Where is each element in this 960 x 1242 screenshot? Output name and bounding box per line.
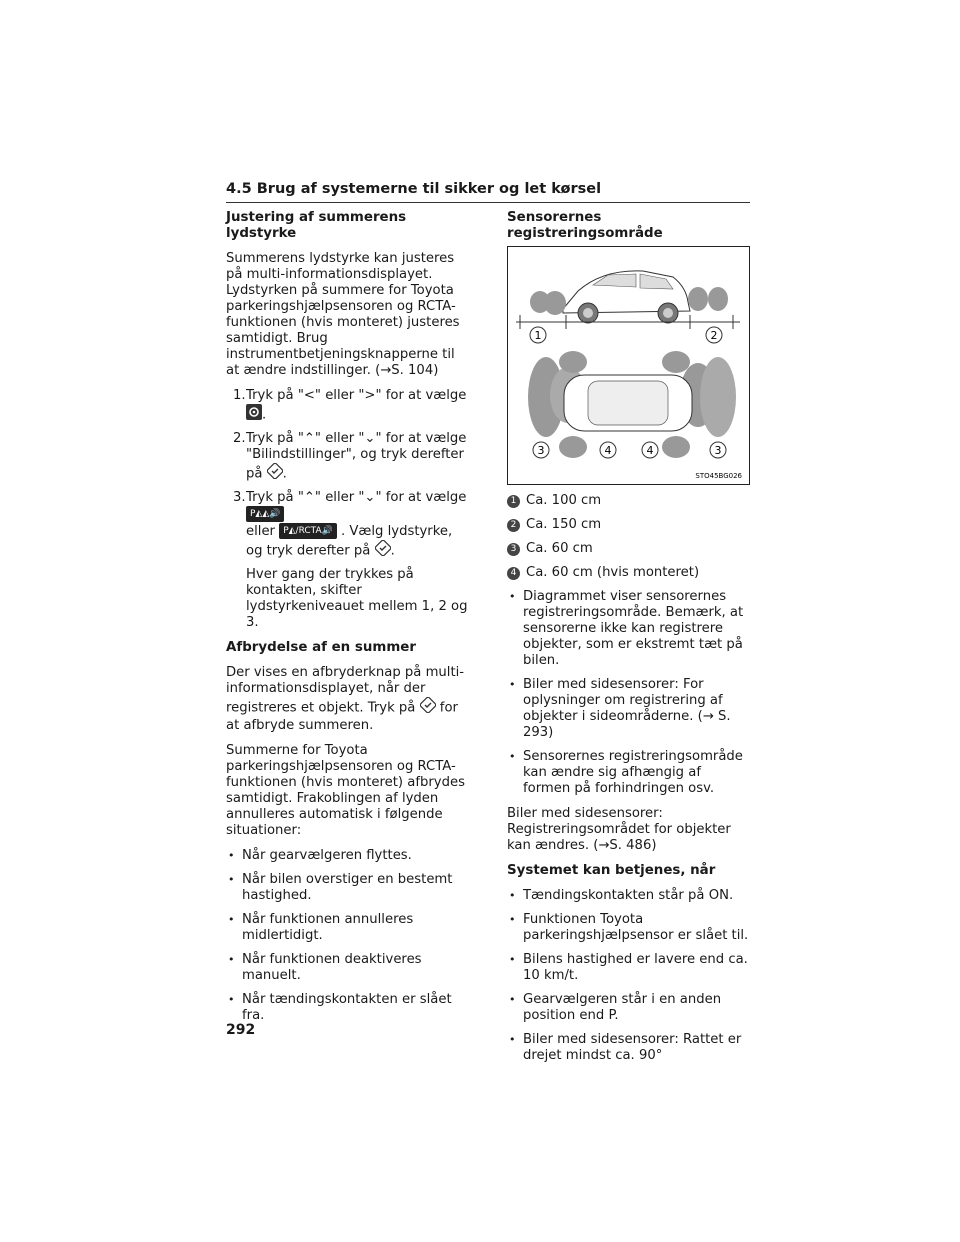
heading-detection-range: Sensorernes registreringsområde: [507, 210, 663, 241]
confirm-icon: [420, 697, 436, 718]
step-3-note: Hver gang der trykkes på kontakten, skifter lydstyrkeniveauet mellem 1, 2 og 3.: [246, 567, 468, 630]
legend-number: 4: [507, 567, 520, 580]
mute-text-a: Der vises en afbryderknap på multi-informationsdisplayet, når der registreres et objekt. Tryk på: [226, 665, 465, 716]
list-item: • Når funktionen deaktiveres manuelt.: [226, 952, 471, 984]
right-column: [507, 210, 750, 251]
step-3: [226, 490, 471, 561]
legend-number: 2: [507, 519, 520, 532]
sensor-range-diagram: [507, 246, 750, 485]
rcta-volume-icon: P◭/RCTA🔊: [279, 523, 337, 539]
heading-operating-conditions: Systemet kan betjenes, når: [507, 863, 716, 878]
list-item: • Biler med sidesensorer: For oplysninger om registrering af objekter i sideområderne. (→ S. 293): [507, 677, 750, 741]
diagram-label: 3: [537, 444, 545, 457]
step-number: 2.: [233, 431, 246, 446]
right-column-body: [507, 493, 750, 1073]
diagram-label: 3: [714, 444, 722, 457]
label-4-right: [642, 442, 658, 458]
section-header: [226, 178, 750, 203]
settings-gear-icon: [246, 404, 262, 425]
label-4-left: [600, 442, 616, 458]
legend-text: Ca. 100 cm: [526, 493, 602, 508]
legend-row-1: [507, 493, 750, 509]
step-text-or: eller: [246, 524, 275, 539]
mute-text-b: for at afbryde summeren.: [226, 700, 458, 733]
legend-text: Ca. 60 cm (hvis monteret): [526, 565, 700, 580]
list-item: • Når tændingskontakten er slået fra.: [226, 992, 471, 1024]
legend-row-4: [507, 565, 750, 581]
paragraph-mute: [226, 665, 471, 734]
step-text-end: .: [390, 543, 395, 559]
step-text-after: . Vælg lydstyrke, og tryk derefter på: [246, 524, 453, 559]
paragraph-volume-intro: Summerens lydstyrke kan justeres på multi-informationsdisplayet. Lydstyrken på summere for Toyota parkeringshjælpsensoren og RCTA-funktionen (hvis monteret) justeres samtidigt. Brug instrumentbetjeningsknapperne til at ændre indstillinger. (→S. 104): [226, 251, 460, 378]
paragraph-side-sensors: Biler med sidesensorer: Registreringsområdet for objekter kan ændres. (→S. 486): [507, 806, 731, 853]
diagram-label: 4: [604, 444, 612, 457]
diagram-label: 2: [710, 329, 718, 342]
paragraph-mute-cancel: Summerne for Toyota parkeringshjælpsensoren og RCTA-funktionen (hvis monteret) afbrydes samtidigt. Frakoblingen af lyden annulleres automatisk i følgende situationer:: [226, 743, 465, 838]
list-item: • Når gearvælgeren flyttes.: [226, 848, 471, 864]
car-top-view: [528, 351, 736, 458]
list-item: • Sensorernes registreringsområde kan ændre sig afhængig af formen på forhindringen osv.: [507, 749, 750, 797]
step-text: Tryk på "<" eller ">" for at vælge: [246, 388, 467, 403]
list-item: • Biler med sidesensorer: Rattet er drejet mindst ca. 90°: [507, 1032, 750, 1064]
page-number: 292: [226, 1022, 256, 1038]
heading-mute: Afbrydelse af en summer: [226, 640, 416, 655]
legend-text: Ca. 150 cm: [526, 517, 602, 532]
step-number: 3.: [233, 490, 246, 505]
legend-number: 3: [507, 543, 520, 556]
diagram-label: 4: [646, 444, 654, 457]
step-1: [226, 388, 471, 425]
confirm-icon: [267, 463, 283, 484]
list-item: • Bilens hastighed er lavere end ca. 10 km/t.: [507, 952, 750, 984]
left-column: [226, 210, 471, 1033]
list-item: • Tændingskontakten står på ON.: [507, 888, 750, 904]
sensor-diagram-svg: [508, 247, 749, 484]
list-item: • Når funktionen annulleres midlertidigt.: [226, 912, 471, 944]
step-text: Tryk på "⌃" eller "⌄" for at vælge: [246, 490, 467, 505]
legend-number: 1: [507, 495, 520, 508]
legend-text: Ca. 60 cm: [526, 541, 593, 556]
diagram-label: 1: [534, 329, 542, 342]
conditions-list: [507, 888, 750, 1064]
mute-cancel-list: [226, 848, 471, 1024]
label-3-right: [710, 442, 726, 458]
heading-volume: Justering af summerens lydstyrke: [226, 210, 407, 241]
step-text: Tryk på "⌃" eller "⌄" for at vælge "Bilindstillinger", og tryk derefter på: [246, 431, 467, 482]
list-item: • Når bilen overstiger en bestemt hastighed.: [226, 872, 471, 904]
parking-sensor-volume-icon: P◭◭🔊: [246, 506, 284, 522]
label-1: [530, 327, 546, 343]
confirm-icon: [375, 540, 391, 561]
step-text-end: .: [282, 466, 287, 482]
legend-row-2: [507, 517, 750, 533]
step-number: 1.: [233, 388, 246, 403]
list-item: • Diagrammet viser sensorernes registreringsområde. Bemærk, at sensorerne ikke kan registrere objekter, som er ekstremt tæt på bilen.: [507, 589, 750, 669]
diagram-notes-list: [507, 589, 750, 797]
label-2: [706, 327, 722, 343]
section-title: 4.5 Brug af systemerne til sikker og let kørsel: [226, 181, 602, 197]
list-item: • Funktionen Toyota parkeringshjælpsensor er slået til.: [507, 912, 750, 944]
label-3-left: [533, 442, 549, 458]
car-side-view: [516, 271, 740, 329]
step-text-end: .: [262, 407, 267, 423]
step-2: [226, 431, 471, 484]
legend-row-3: [507, 541, 750, 557]
diagram-code: STO45BG026: [695, 472, 742, 480]
list-item: • Gearvælgeren står i en anden position end P.: [507, 992, 750, 1024]
